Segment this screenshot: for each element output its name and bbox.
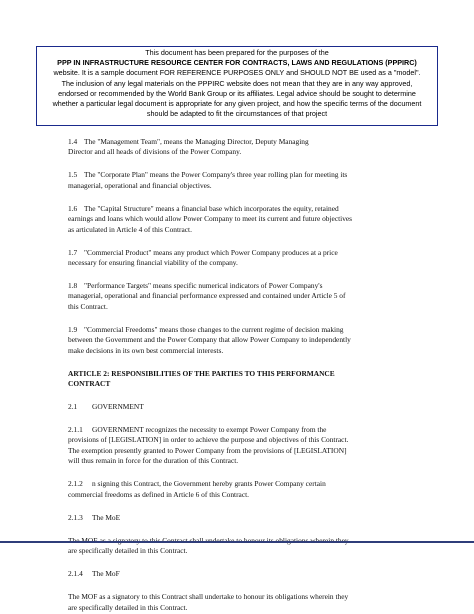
section-2-1-4 xyxy=(68,569,410,579)
clause-text: necessary for ensuring financial viability of the company. xyxy=(68,258,238,268)
clause-text: earnings and loans which would allow Power Company to meet its current and future objectives xyxy=(68,214,353,224)
clause-text: managerial, operational and financial performance expressed and contained under Article 5 of xyxy=(68,291,346,301)
clause-text: "Performance Targets" means specific numerical indicators of Power Company's xyxy=(84,281,323,291)
disclaimer-line: website. It is a sample document FOR REFERENCE PURPOSES ONLY and SHOULD NOT BE used as a "model". xyxy=(53,68,421,78)
clause-text: The "Corporate Plan" means the Power Company's three year rolling plan for meeting its xyxy=(84,170,348,180)
paragraph-text: The MOF as a signatory to this Contract shall undertake to honour its obligations wherein they xyxy=(68,592,349,602)
clause-text: "Commercial Freedoms" means those changes to the current regime of decision making xyxy=(84,324,344,334)
clause-number: 1.9 xyxy=(68,324,78,334)
clause-number: 1.7 xyxy=(68,247,78,257)
clause-text: provisions of [LEGISLATION] in order to achieve the purpose and objectives of this Contract. xyxy=(68,435,349,445)
mof-paragraph xyxy=(68,592,410,613)
section-2-1 xyxy=(68,402,410,412)
clause-1-4 xyxy=(68,137,410,158)
heading-line: ARTICLE 2: RESPONSIBILITIES OF THE PARTIES TO THIS PERFORMANCE xyxy=(68,368,335,378)
clause-text: managerial, operational and financial objectives. xyxy=(68,180,212,190)
clause-number: 2.1.2 xyxy=(68,479,83,489)
clause-number: 1.4 xyxy=(68,137,78,146)
section-number: 2.1.3 xyxy=(68,512,83,522)
clause-1-9 xyxy=(68,325,410,356)
clause-number: 1.6 xyxy=(68,203,78,213)
clause-1-5 xyxy=(68,170,410,191)
clause-1-7 xyxy=(68,248,410,269)
clause-2-1-1 xyxy=(68,425,410,467)
footer-rule xyxy=(0,541,474,543)
clause-text: this Contract. xyxy=(68,301,108,311)
disclaimer-title: PPP IN INFRASTRUCTURE RESOURCE CENTER FOR CONTRACTS, LAWS AND REGULATIONS (PPPIRC) xyxy=(57,58,417,68)
clause-text: between the Government and the Power Company that allow Power Company to independently xyxy=(68,335,351,345)
disclaimer-line: This document has been prepared for the purposes of the xyxy=(145,48,329,57)
disclaimer-line: whether a particular legal document is appropriate for any given project, and how the specific terms of the document xyxy=(52,99,422,109)
disclaimer-line: The inclusion of any legal materials on the PPPIRC website does not mean that they are in any way approved, xyxy=(61,78,413,88)
section-title: The MoE xyxy=(92,512,121,522)
section-number: 2.1.4 xyxy=(68,569,83,579)
moe-paragraph xyxy=(68,536,410,557)
article-2-heading xyxy=(68,369,410,390)
disclaimer-box xyxy=(36,46,438,126)
clause-number: 1.8 xyxy=(68,281,78,291)
paragraph-text: are specifically detailed in this Contract. xyxy=(68,546,188,556)
clause-1-6 xyxy=(68,204,410,235)
section-title: GOVERNMENT xyxy=(92,402,144,412)
section-number: 2.1 xyxy=(68,402,78,412)
clause-text: n signing this Contract, the Government hereby grants Power Company certain xyxy=(92,479,326,489)
clause-1-8 xyxy=(68,281,410,312)
section-2-1-3 xyxy=(68,513,410,523)
section-title: The MoF xyxy=(92,569,120,579)
clause-text: GOVERNMENT recognizes the necessity to exempt Power Company from the xyxy=(92,425,327,435)
clause-text: make decisions in its own best commercial interests. xyxy=(68,345,224,355)
clause-text: The exemption presently granted to Power Company from the provisions of [LEGISLATION] xyxy=(68,445,347,455)
clause-text: will thus remain in force for the duration of this Contract. xyxy=(68,456,239,466)
clause-text: The "Management Team", means the Managing Director, Deputy Managing xyxy=(84,137,309,146)
clause-text: as articulated in Article 4 of this Contract. xyxy=(68,224,192,234)
clause-2-1-2 xyxy=(68,479,410,500)
clause-text: Director and all heads of divisions of the Power Company. xyxy=(68,147,242,157)
clause-text: commercial freedoms as defined in Article 6 of this Contract. xyxy=(68,489,250,499)
clause-text: "Commercial Product" means any product which Power Company produces at a price xyxy=(84,247,338,257)
disclaimer-line: should be adapted to fit the circumstances of that project xyxy=(146,109,328,119)
clause-number: 2.1.1 xyxy=(68,425,83,435)
clause-number: 1.5 xyxy=(68,170,78,180)
clause-text: The "Capital Structure" means a financial base which incorporates the equity, retained xyxy=(84,203,339,213)
paragraph-text: are specifically detailed in this Contract. xyxy=(68,602,188,612)
heading-line: CONTRACT xyxy=(68,379,111,389)
disclaimer-line: endorsed or recommended by the World Bank Group or its affiliates. Legal advice should be sought to determine xyxy=(58,88,416,98)
